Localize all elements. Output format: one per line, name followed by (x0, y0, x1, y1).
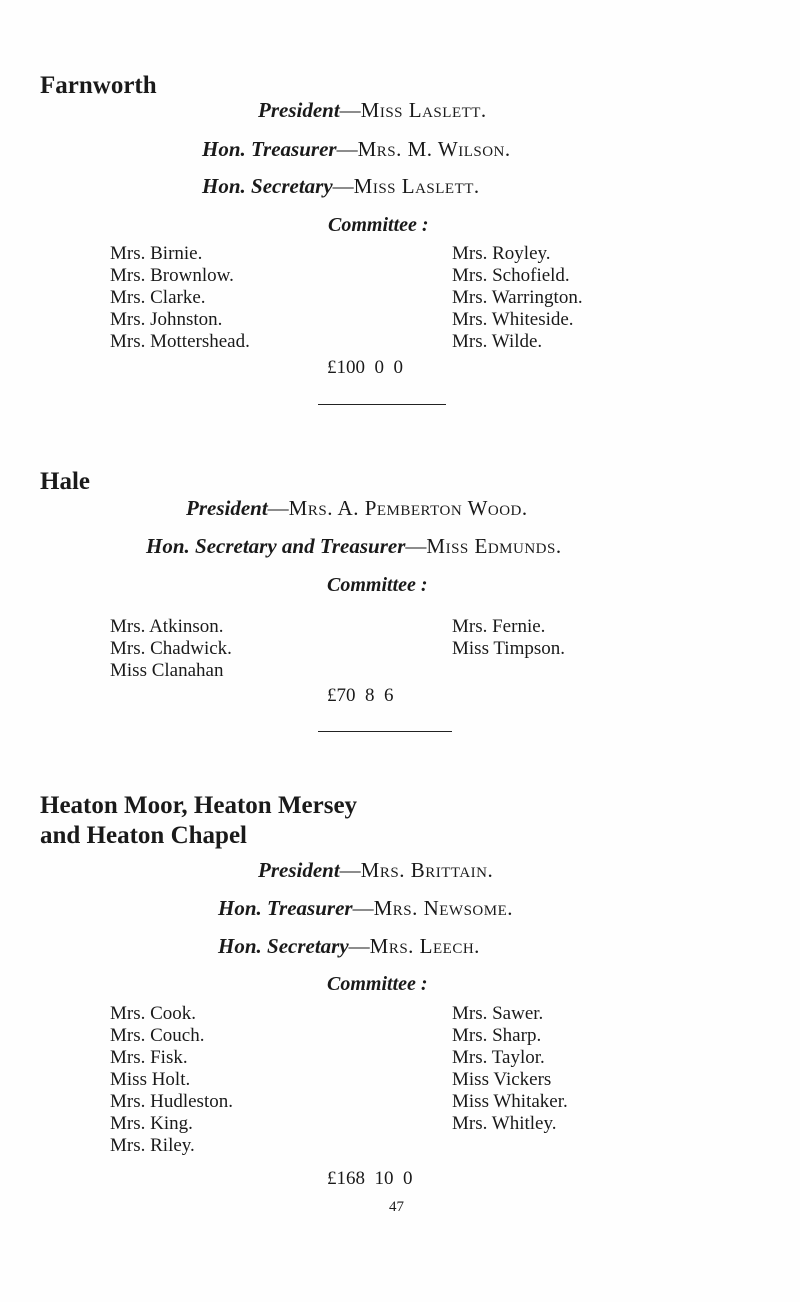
committee-list-right (452, 243, 583, 353)
page-number: 47 (389, 1199, 404, 1215)
officer-name: Miss Laslett. (353, 174, 480, 198)
committee-member: Mrs. Johnston. (110, 309, 223, 330)
committee-member: Mrs. Whiteside. (452, 309, 574, 330)
officer-role: Hon. Secretary (202, 174, 333, 198)
officer-president: President—Miss Laslett. (258, 98, 487, 122)
committee-member: Mrs. Couch. (110, 1025, 205, 1046)
committee-member: Miss Timpson. (452, 638, 566, 659)
officer-president: President—Mrs. Brittain. (258, 858, 494, 882)
committee-label: Committee : (327, 973, 428, 995)
officer-secretary-treasurer: Hon. Secretary and Treasurer—Miss Edmunds. (146, 534, 562, 558)
committee-member: Mrs. Fisk. (110, 1047, 188, 1068)
section-title-farnworth: Farnworth (40, 72, 157, 99)
committee-member: Miss Holt. (110, 1069, 191, 1090)
officer-president: President—Mrs. A. Pemberton Wood. (186, 496, 528, 520)
officer-role: Hon. Treasurer (202, 137, 337, 161)
officer-name: Miss Laslett. (360, 98, 487, 122)
committee-member: Mrs. Taylor. (452, 1047, 545, 1068)
committee-member: Mrs. Chadwick. (110, 638, 232, 659)
officer-name: Mrs. M. Wilson. (357, 137, 511, 161)
officer-name: Mrs. A. Pemberton Wood. (288, 496, 528, 520)
section-divider (318, 404, 446, 405)
committee-member: Mrs. Whitley. (452, 1113, 557, 1134)
amount-total: £168 10 0 (327, 1168, 413, 1189)
section-title-heaton-line1: Heaton Moor, Heaton Mersey (40, 792, 358, 819)
officer-role: President (258, 98, 340, 122)
committee-member: Mrs. Sharp. (452, 1025, 542, 1046)
officer-role: President (186, 496, 268, 520)
section-title-heaton-line2: and Heaton Chapel (40, 822, 247, 849)
officer-name: Miss Edmunds. (426, 534, 562, 558)
committee-member: Mrs. Sawer. (452, 1003, 544, 1024)
officer-name: Mrs. Newsome. (373, 896, 514, 920)
officer-secretary: Hon. Secretary—Mrs. Leech. (218, 934, 480, 958)
officer-name: Mrs. Leech. (369, 934, 480, 958)
committee-member: Mrs. Fernie. (452, 616, 546, 637)
section-title-hale: Hale (40, 468, 90, 495)
committee-member: Mrs. Wilde. (452, 331, 543, 352)
committee-list-left (110, 616, 232, 682)
committee-member: Mrs. Cook. (110, 1003, 197, 1024)
committee-member: Mrs. Schofield. (452, 265, 570, 286)
committee-member: Mrs. Clarke. (110, 287, 206, 308)
committee-member: Mrs. Hudleston. (110, 1091, 233, 1112)
committee-member: Mrs. Royley. (452, 243, 551, 264)
committee-member: Mrs. Riley. (110, 1135, 195, 1156)
committee-member: Mrs. Mottershead. (110, 331, 250, 352)
committee-list-right (452, 616, 565, 660)
section-divider (318, 731, 452, 732)
committee-member: Mrs. King. (110, 1113, 193, 1134)
committee-label: Committee : (327, 574, 428, 596)
officer-name: Mrs. Brittain. (360, 858, 494, 882)
amount-total: £70 8 6 (327, 685, 394, 706)
committee-list-right (452, 1003, 568, 1135)
committee-list-left (110, 1003, 233, 1157)
amount-total: £100 0 0 (327, 357, 403, 378)
committee-label: Committee : (328, 214, 429, 236)
committee-member: Mrs. Warrington. (452, 287, 583, 308)
officer-role: Hon. Secretary and Treasurer (146, 534, 406, 558)
officer-treasurer: Hon. Treasurer—Mrs. Newsome. (218, 896, 514, 920)
committee-member: Miss Whitaker. (452, 1091, 568, 1112)
officer-role: President (258, 858, 340, 882)
committee-member: Mrs. Brownlow. (110, 265, 234, 286)
officer-treasurer: Hon. Treasurer—Mrs. M. Wilson. (202, 137, 511, 161)
officer-role: Hon. Treasurer (218, 896, 353, 920)
committee-member: Miss Vickers (452, 1069, 552, 1090)
committee-member: Miss Clanahan (110, 660, 224, 681)
officer-secretary: Hon. Secretary—Miss Laslett. (202, 174, 480, 198)
officer-role: Hon. Secretary (218, 934, 349, 958)
committee-member: Mrs. Birnie. (110, 243, 203, 264)
committee-member: Mrs. Atkinson. (110, 616, 224, 637)
committee-list-left (110, 243, 250, 353)
